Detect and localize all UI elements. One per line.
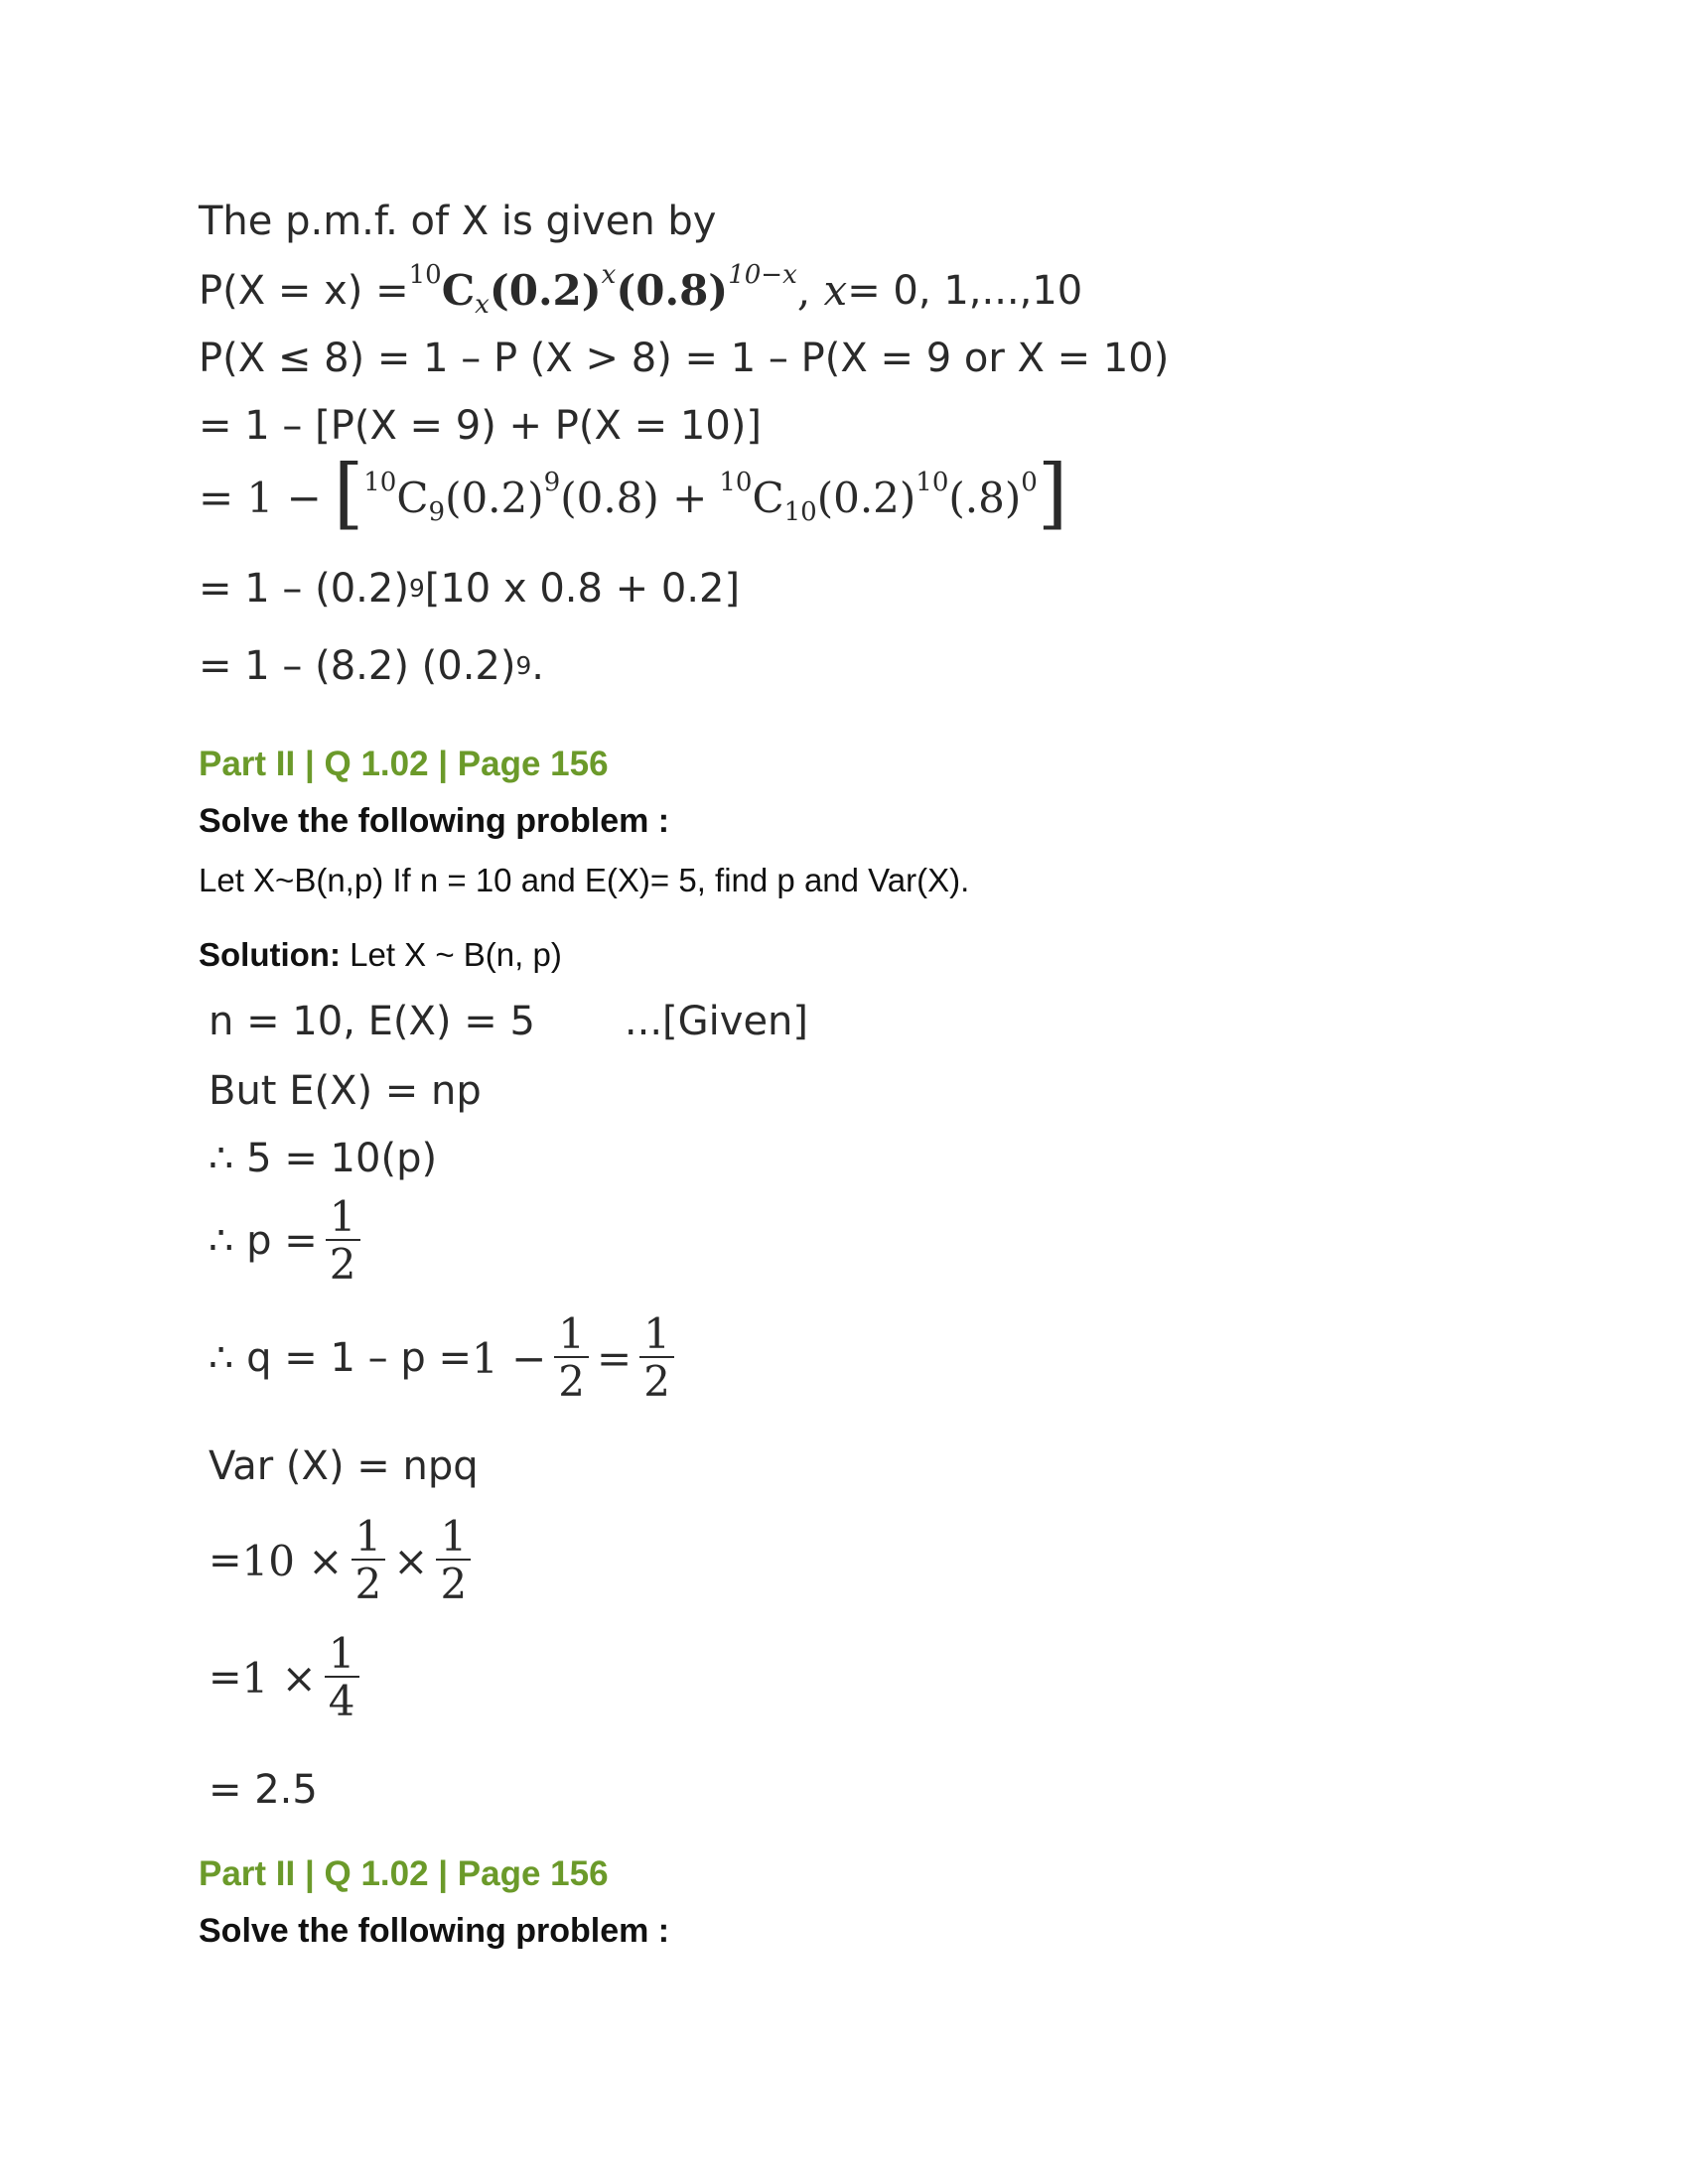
line-given xyxy=(209,999,808,1044)
line-final-b: . xyxy=(531,643,544,689)
line-expectation-text: But E(X) = np xyxy=(209,1068,482,1114)
question-heading[interactable]: Part II | Q 1.02 | Page 156 xyxy=(199,745,609,783)
pmf-base-p: (0.2) xyxy=(489,266,602,315)
var2-eq: = xyxy=(209,1655,242,1702)
line-binomial-terms xyxy=(199,449,1068,538)
var-result-text: = 2.5 xyxy=(209,1767,318,1813)
pmf-formula xyxy=(199,259,1083,320)
line-var-result xyxy=(209,1767,318,1813)
var-times: × xyxy=(393,1536,429,1585)
line-5-eq-text: ∴ 5 = 10(p) xyxy=(209,1136,438,1181)
var-10-times: 10 × xyxy=(241,1536,344,1585)
term-10 xyxy=(719,467,1038,527)
line-final-a: = 1 – (8.2) (0.2) xyxy=(199,643,516,689)
pmf-lhs: P(X = x) = xyxy=(199,267,409,314)
p-fraction xyxy=(326,1192,360,1290)
line-p-le-8 xyxy=(199,336,1169,381)
q-denominator-2: 2 xyxy=(639,1356,674,1404)
big-eq: = 1 − xyxy=(199,473,322,522)
line-q xyxy=(209,1309,682,1407)
var2-denominator: 4 xyxy=(325,1676,359,1723)
var-denominator-2: 2 xyxy=(436,1559,471,1606)
term10-C: C xyxy=(752,473,784,522)
pmf-x-subscript: x xyxy=(475,289,490,320)
question-text: Let X~B(n,p) If n = 10 and E(X)= 5, find p and Var(X). xyxy=(199,862,970,898)
line-factor-b: [10 x 0.8 + 0.2] xyxy=(424,566,741,612)
term-9 xyxy=(363,467,708,527)
line-var xyxy=(209,1443,479,1489)
line-p xyxy=(209,1192,368,1290)
solution-text: Let X ~ B(n, p) xyxy=(340,936,562,973)
var2-numerator: 1 xyxy=(328,1629,355,1678)
term10-n: 10 xyxy=(719,467,753,497)
line-5-eq xyxy=(209,1136,437,1181)
p-lhs: ∴ p = xyxy=(209,1218,318,1265)
line-given-b: ...[Given] xyxy=(624,999,809,1044)
pmf-tail-variable: x xyxy=(823,266,848,315)
var2-fraction xyxy=(325,1629,359,1726)
solution-label: Solution: xyxy=(199,936,341,973)
pmf-tail-values: = 0, 1,...,10 xyxy=(847,267,1083,314)
p-numerator: 1 xyxy=(329,1192,356,1241)
pmf-expression: $^{10}C_x(0.2)^x(0.8)^{10-x}$, x xyxy=(408,259,848,320)
term9-k: 9 xyxy=(428,496,446,527)
line-given-a: n = 10, E(X) = 5 xyxy=(209,999,535,1044)
term9-C: C xyxy=(396,473,429,522)
pmf-intro xyxy=(199,199,716,244)
term9-q: (0.8) + xyxy=(560,473,708,522)
q-one-minus: 1 − xyxy=(472,1333,547,1383)
solve-label: Solve the following problem : xyxy=(199,802,670,840)
term9-n: 10 xyxy=(363,467,397,497)
q-equals: = xyxy=(597,1333,633,1383)
line-factor: = 1 – (0.2) 9 [10 x 0.8 + 0.2] xyxy=(199,566,741,612)
var-denominator-1: 2 xyxy=(352,1559,386,1606)
q-lhs: ∴ q = 1 – p = xyxy=(209,1335,472,1382)
pmf-exp-10-minus-x: 10−x xyxy=(728,259,797,290)
var-fraction-1 xyxy=(352,1512,386,1609)
line-p-le-8-text: P(X ≤ 8) = 1 – P (X > 8) = 1 – P(X = 9 or X = 10) xyxy=(199,336,1170,381)
q-denominator-1: 2 xyxy=(554,1356,589,1404)
solve-label-2: Solve the following problem : xyxy=(199,1912,670,1950)
line-var-calc-2 xyxy=(209,1629,367,1726)
var2-1-times: 1 × xyxy=(241,1653,317,1703)
pmf-exp-x: x xyxy=(601,259,617,290)
q-fraction-2 xyxy=(639,1309,674,1407)
pmf-intro-text: The p.m.f. of X is given by xyxy=(199,199,717,244)
q-numerator-1: 1 xyxy=(558,1309,585,1358)
question-heading-2[interactable]: Part II | Q 1.02 | Page 156 xyxy=(199,1854,609,1893)
line-final: = 1 – (8.2) (0.2) 9 . xyxy=(199,643,544,689)
term9-exp: 9 xyxy=(543,467,561,497)
var-numerator-1: 1 xyxy=(354,1512,382,1561)
q-fraction-1 xyxy=(554,1309,589,1407)
line-factor-a: = 1 – (0.2) xyxy=(199,566,409,612)
var-line-text: Var (X) = npq xyxy=(209,1443,479,1489)
term10-p: (0.2) xyxy=(816,473,916,522)
term10-exp-q: 0 xyxy=(1021,467,1038,497)
var-fraction-2 xyxy=(436,1512,471,1609)
pmf-base-q: (0.8) xyxy=(616,266,729,315)
var-numerator-2: 1 xyxy=(440,1512,468,1561)
term9-p: (0.2) xyxy=(445,473,544,522)
solution-intro xyxy=(199,936,562,974)
term10-q: (.8) xyxy=(948,473,1022,522)
term10-k: 10 xyxy=(783,496,817,527)
line-expectation xyxy=(209,1068,482,1114)
q-numerator-2: 1 xyxy=(643,1309,670,1358)
p-denominator: 2 xyxy=(326,1239,360,1287)
close-bracket: ] xyxy=(1037,449,1068,538)
open-bracket: [ xyxy=(333,449,364,538)
line-bracket-sum xyxy=(199,403,762,449)
pmf-combination-symbol: C xyxy=(441,266,476,315)
var-eq: = xyxy=(209,1538,242,1584)
line-var-calc xyxy=(209,1512,479,1609)
pmf-n-superscript: 10 xyxy=(408,259,442,290)
term10-exp-p: 10 xyxy=(915,467,949,497)
line-bracket-sum-text: = 1 – [P(X = 9) + P(X = 10)] xyxy=(199,403,762,449)
